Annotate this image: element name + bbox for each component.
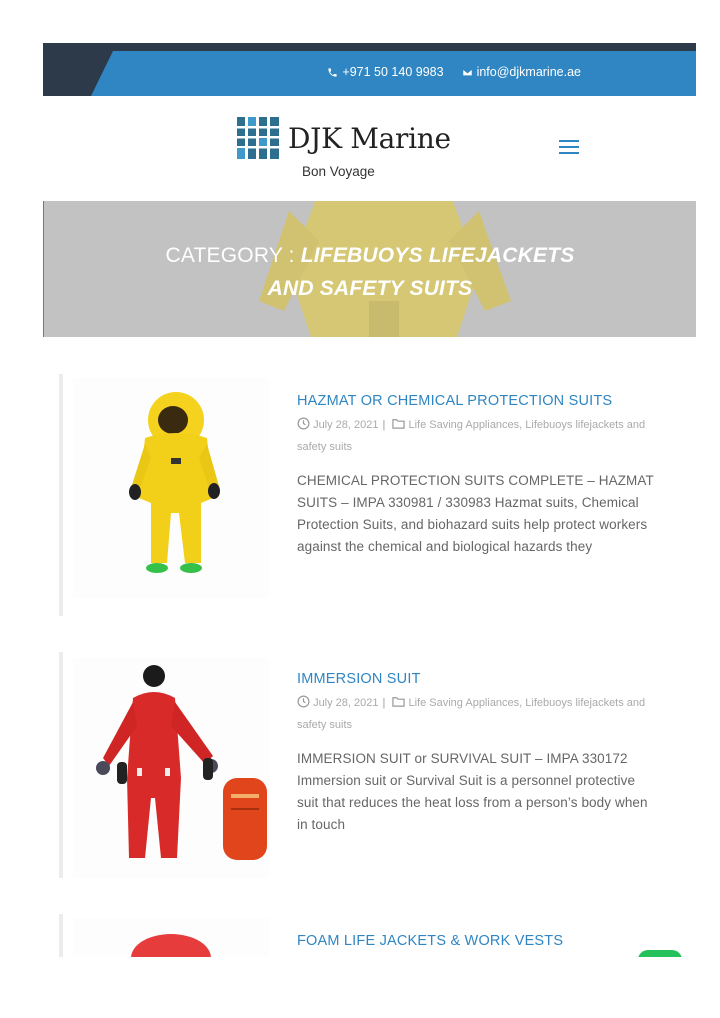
post-card	[59, 652, 679, 878]
post-title[interactable]: FOAM LIFE JACKETS & WORK VESTS	[297, 933, 564, 949]
post-meta: July 28, 2021 | Life Saving Appliances, Lifebuoys lifejackets and safety suits	[297, 697, 646, 731]
post-card	[59, 914, 679, 958]
hamburger-icon[interactable]	[559, 140, 579, 154]
post-date: July 28, 2021	[313, 419, 379, 431]
clock-icon	[297, 695, 310, 708]
category-banner	[43, 201, 696, 337]
site-logo[interactable]	[237, 117, 451, 159]
category-name-line1: LIFEBUOYS LIFEJACKETS	[300, 244, 575, 267]
hazmat-suit-image	[73, 378, 269, 598]
immersion-suit-image	[73, 658, 269, 878]
post-body	[297, 374, 657, 558]
life-jacket-image	[73, 918, 269, 958]
email-address: info@djkmarine.ae	[476, 65, 581, 79]
phone-link[interactable]	[327, 65, 443, 79]
post-category-link[interactable]: Lifebuoys lifejackets and safety suits	[297, 697, 646, 731]
top-contact-bar	[43, 43, 696, 96]
brand-name: DJK Marine	[288, 121, 451, 155]
post-title[interactable]: IMMERSION SUIT	[297, 671, 421, 687]
folder-icon	[392, 695, 405, 708]
post-body	[297, 914, 657, 949]
post-thumbnail[interactable]	[73, 918, 269, 958]
category-name-line2: AND SAFETY SUITS	[267, 277, 473, 300]
email-link[interactable]	[462, 65, 581, 79]
post-card-border	[59, 652, 63, 878]
post-card	[59, 374, 679, 616]
post-thumbnail[interactable]	[73, 378, 269, 598]
category-title	[44, 239, 696, 305]
post-excerpt: IMMERSION SUIT or SURVIVAL SUIT – IMPA 330172 Immersion suit or Survival Suit is a personnel protective suit that reduces the heat loss from a person’s body when in touch	[297, 751, 648, 832]
post-date: July 28, 2021	[313, 697, 379, 709]
post-card-border	[59, 374, 63, 616]
category-prefix: CATEGORY :	[165, 244, 301, 267]
folder-icon	[392, 417, 405, 430]
phone-number: +971 50 140 9983	[342, 65, 444, 79]
site-tagline: Bon Voyage	[302, 164, 375, 179]
logo-mark-icon	[237, 117, 279, 159]
post-card-border	[59, 914, 63, 958]
page-bottom-blank	[0, 957, 720, 1018]
post-category-link[interactable]: Lifebuoys lifejackets and safety suits	[297, 419, 646, 453]
post-category-link[interactable]: Life Saving Appliances	[408, 419, 520, 431]
envelope-icon	[462, 67, 473, 78]
post-title[interactable]: HAZMAT OR CHEMICAL PROTECTION SUITS	[297, 393, 613, 409]
post-meta: July 28, 2021 | Life Saving Appliances, Lifebuoys lifejackets and safety suits	[297, 419, 646, 453]
phone-icon	[327, 67, 338, 78]
post-excerpt: CHEMICAL PROTECTION SUITS COMPLETE – HAZMAT SUITS – IMPA 330981 / 330983 Hazmat suits, Chemical Protection Suits, and biohazard suits help protect workers against the chemical and biological hazards they	[297, 473, 654, 554]
post-body	[297, 652, 657, 836]
clock-icon	[297, 417, 310, 430]
contact-links	[327, 65, 581, 79]
post-category-link[interactable]: Life Saving Appliances	[408, 697, 520, 709]
post-thumbnail[interactable]	[73, 658, 269, 878]
